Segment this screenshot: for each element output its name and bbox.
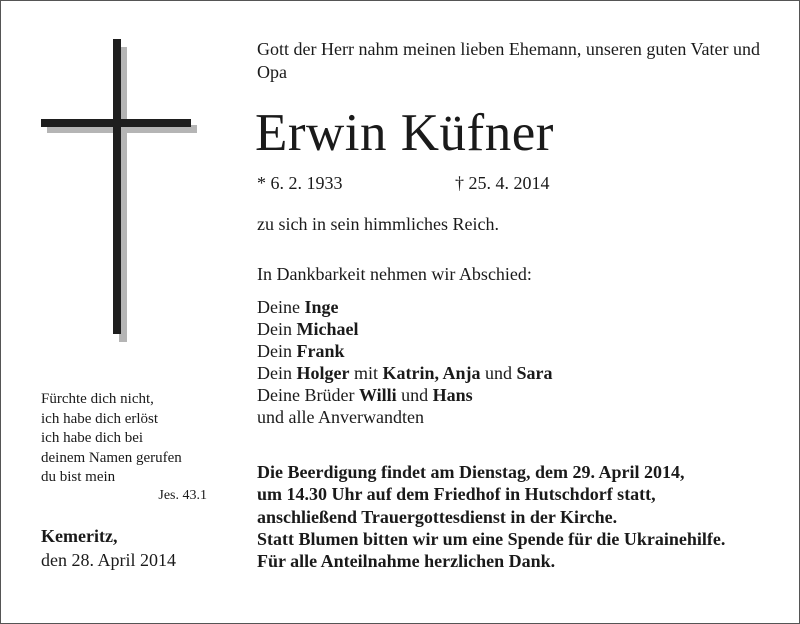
family-name: Frank — [296, 341, 345, 361]
verse-reference: Jes. 43.1 — [158, 487, 207, 503]
verse-line: ich habe dich erlöst — [41, 410, 159, 427]
reich-text: zu sich in sein himmliches Reich. — [257, 214, 499, 234]
family-name: Michael — [296, 319, 359, 339]
family-name: Sara — [516, 363, 553, 383]
verse-line: ich habe dich bei — [41, 430, 144, 446]
birth-date: * 6. 2. 1933 — [257, 173, 343, 193]
family-row — [257, 296, 553, 318]
relation-label: Dein — [257, 363, 297, 383]
cross-bar-vertical — [113, 39, 121, 334]
verse-line: du bist mein — [41, 469, 116, 485]
place-and-date — [41, 524, 176, 572]
family-row — [257, 340, 553, 362]
connector-text: und — [396, 385, 433, 405]
intro-text: Gott der Herr nahm meinen lieben Ehemann, unseren guten Vater und Opa — [257, 39, 761, 82]
funeral-details — [257, 461, 725, 572]
relation-label: Dein — [257, 319, 297, 339]
connector-text: und — [480, 363, 517, 383]
family-name: Inge — [304, 297, 339, 317]
family-row-relatives: und alle Anverwandten — [257, 407, 424, 427]
funeral-line: um 14.30 Uhr auf dem Friedhof in Hutschdorf statt, — [257, 484, 656, 505]
family-row — [257, 384, 553, 406]
family-row — [257, 362, 553, 384]
funeral-line: Statt Blumen bitten wir um eine Spende für die Ukrainehilfe. — [257, 528, 726, 549]
connector-text: mit — [349, 363, 383, 383]
family-row — [257, 318, 553, 340]
family-name: Katrin, Anja — [382, 363, 481, 383]
funeral-line: Die Beerdigung findet am Dienstag, dem 29. April 2014, — [257, 462, 685, 482]
funeral-line: anschließend Trauergottesdienst in der Kirche. — [257, 506, 618, 527]
funeral-line: Für alle Anteilnahme herzlichen Dank. — [257, 551, 556, 572]
thanks-text: In Dankbarkeit nehmen wir Abschied: — [257, 264, 532, 284]
notice-date: den 28. April 2014 — [41, 550, 176, 570]
deceased-name: Erwin Küfner — [255, 104, 554, 162]
cross-bar-horizontal — [41, 119, 191, 127]
family-name: Holger — [296, 363, 350, 383]
family-list — [257, 296, 553, 428]
bible-verse — [41, 390, 211, 505]
verse-line: Fürchte dich nicht, — [41, 391, 154, 407]
death-date: † 25. 4. 2014 — [455, 173, 550, 193]
relation-label: Deine Brüder — [257, 385, 359, 405]
relation-label: Deine — [257, 297, 305, 317]
cross-icon — [41, 39, 201, 344]
verse-line: deinem Namen gerufen — [41, 449, 182, 466]
family-name: Hans — [432, 385, 473, 405]
relation-label: Dein — [257, 341, 297, 361]
place-town: Kemeritz, — [41, 526, 118, 546]
family-name: Willi — [358, 385, 397, 405]
